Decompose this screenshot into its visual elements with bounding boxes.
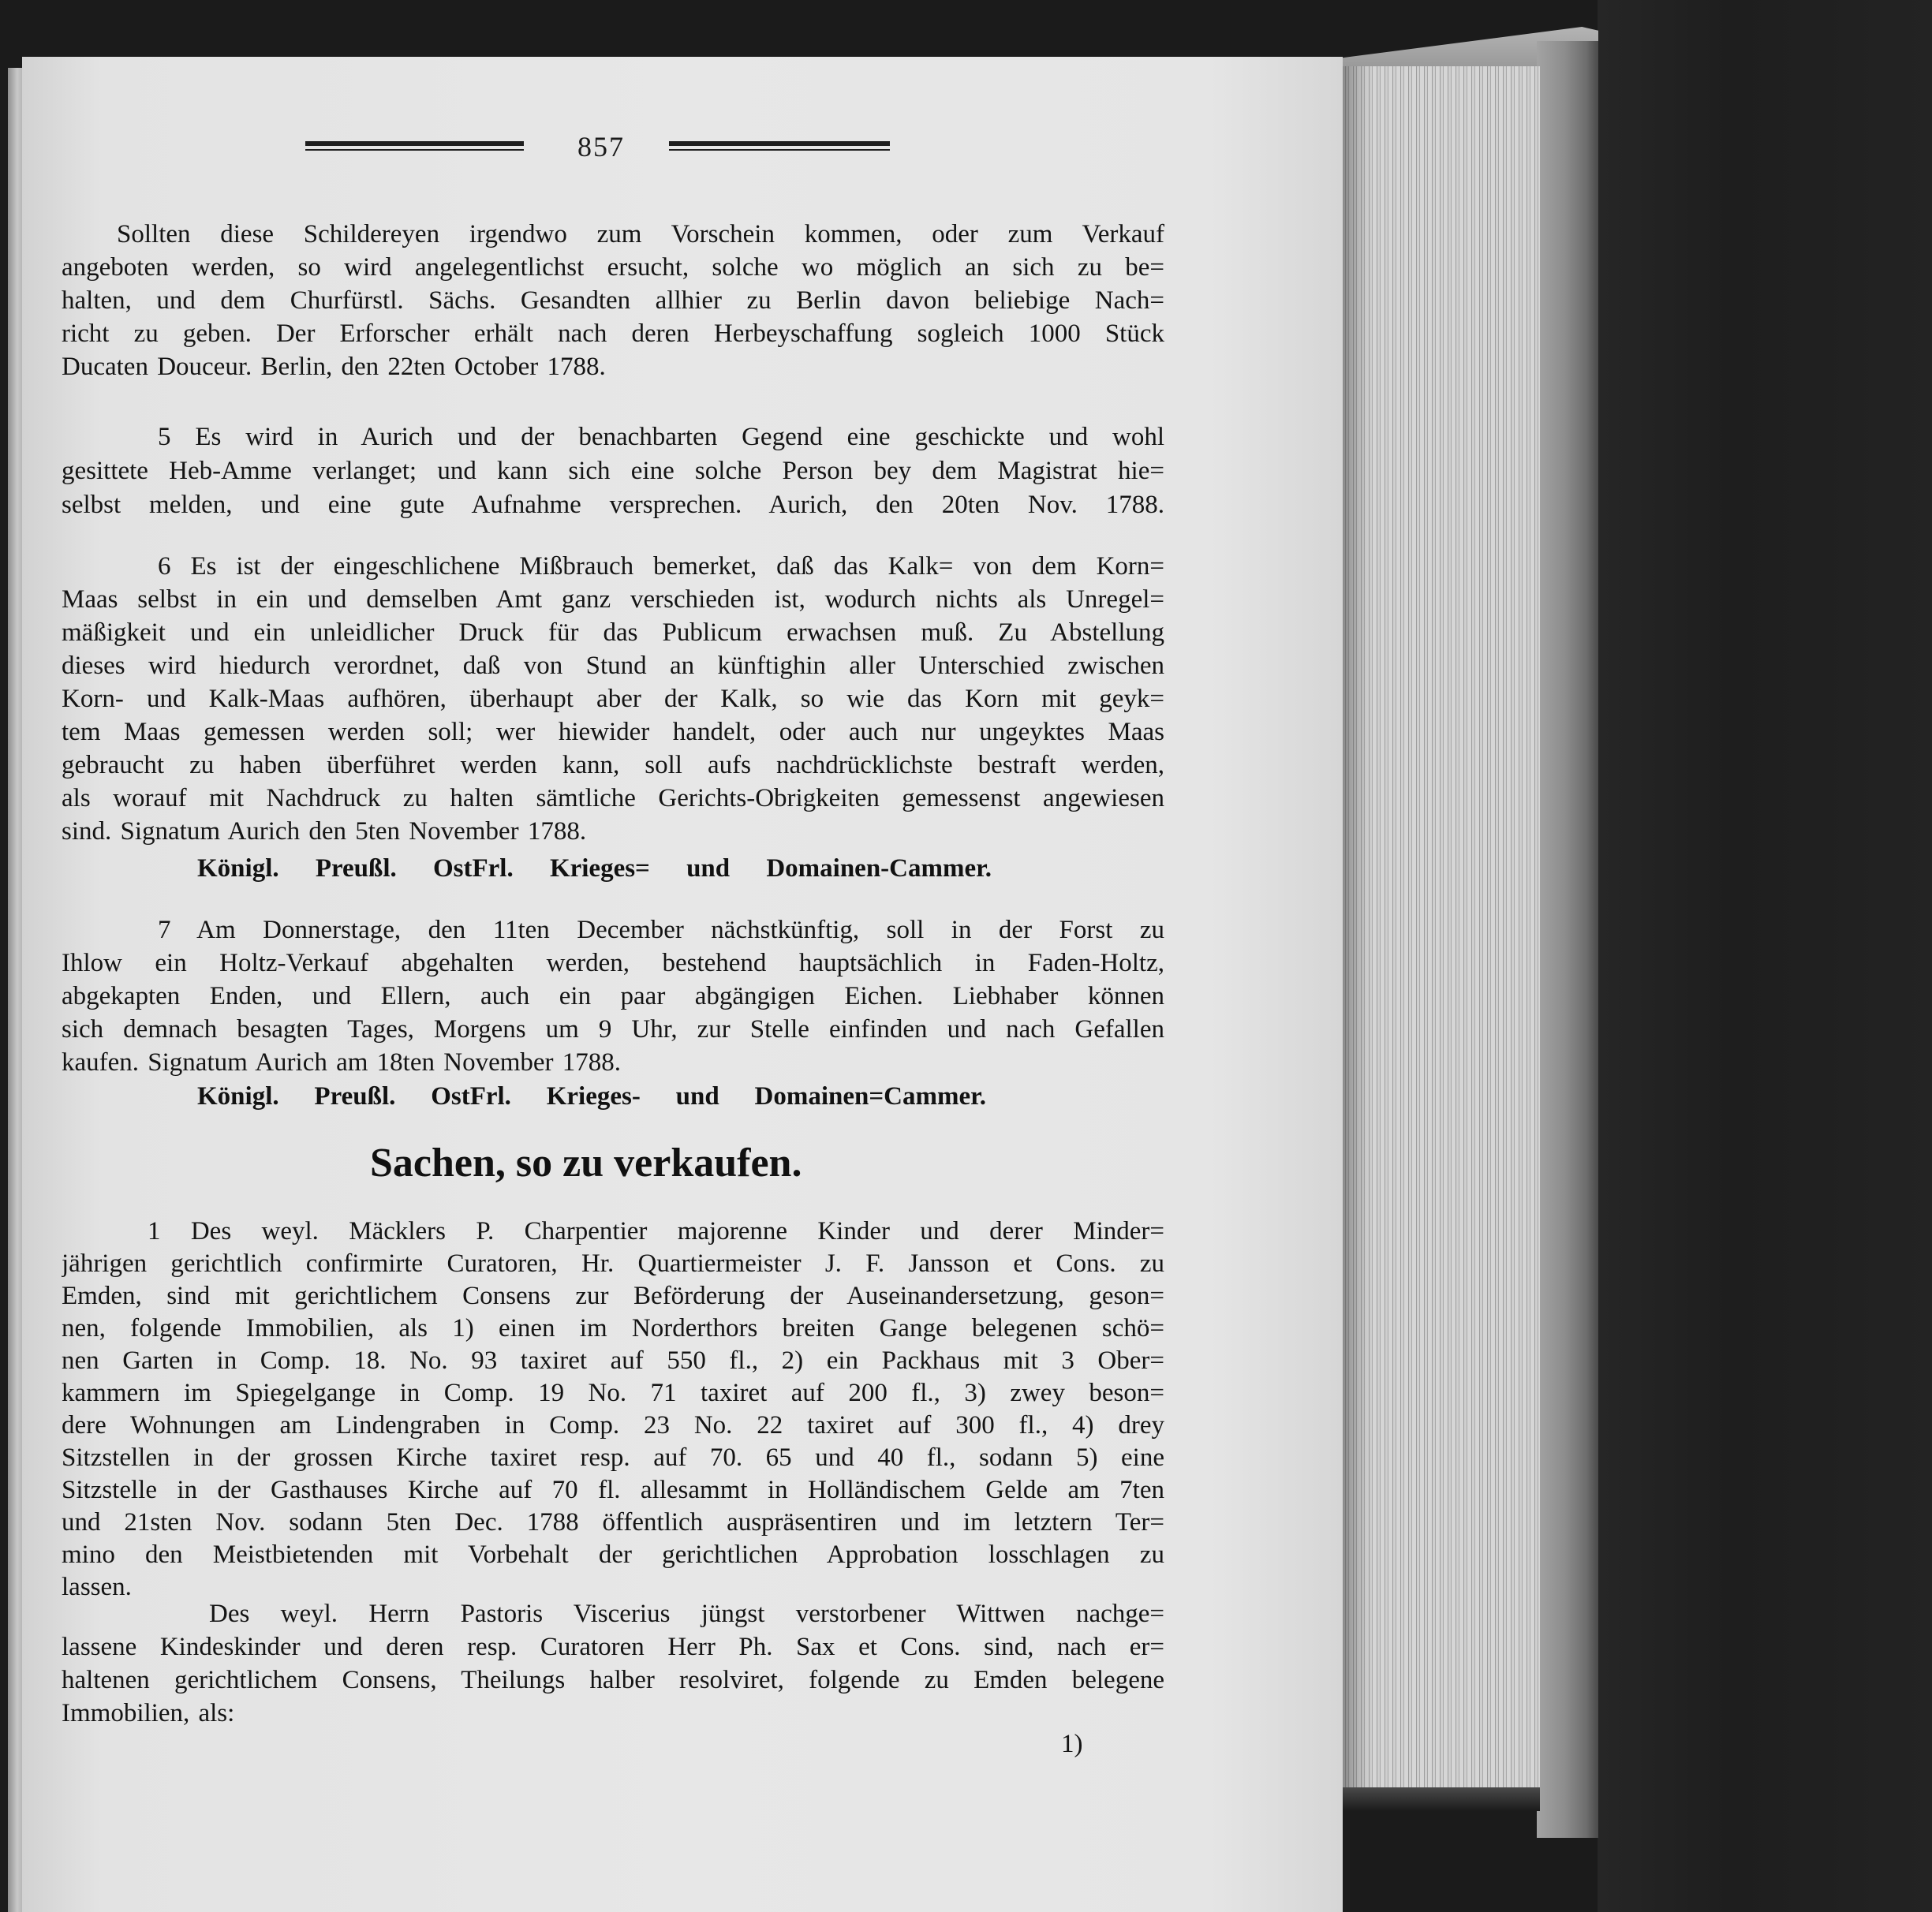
scan-background xyxy=(1598,0,1932,1912)
text-line: halten, und dem Churfürstl. Sächs. Gesandten allhier zu Berlin davon beliebige Nach= xyxy=(62,286,1164,315)
signature-line: Königl. Preußl. OstFrl. Krieges- und Domainen=Cammer. xyxy=(197,1082,986,1111)
text-line: abgekapten Enden, und Ellern, auch ein paar abgängigen Eichen. Liebhaber können xyxy=(62,982,1164,1010)
text-line: nen, folgende Immobilien, als 1) einen im Norderthors breiten Gange belegenen schö= xyxy=(62,1314,1164,1343)
text-line: als worauf mit Nachdruck zu halten sämtliche Gerichts-Obrigkeiten gemessenst angewiesen xyxy=(62,784,1164,812)
text-line: gebraucht zu haben überführet werden kann, soll aufs nachdrücklichste bestraft werden, xyxy=(62,751,1164,779)
fore-edge-shadow xyxy=(1341,1787,1540,1811)
facing-page-edge xyxy=(8,68,24,1912)
text-line: tem Maas gemessen werden soll; wer hiewider handelt, oder auch nur ungeyktes Maas xyxy=(62,718,1164,746)
text-line: kammern im Spiegelgange in Comp. 19 No. 71 taxiret auf 200 fl., 3) zwey beson= xyxy=(62,1379,1164,1407)
text-line: lassene Kindeskinder und deren resp. Curatoren Herr Ph. Sax et Cons. sind, nach er= xyxy=(62,1633,1164,1661)
text-line: gesittete Heb-Amme verlanget; und kann sich eine solche Person bey dem Magistrat hie= xyxy=(62,457,1164,485)
text-line: Korn- und Kalk-Maas aufhören, überhaupt aber der Kalk, so wie das Korn mit geyk= xyxy=(62,685,1164,713)
text-line: dere Wohnungen am Lindengraben in Comp. 23 No. 22 taxiret auf 300 fl., 4) drey xyxy=(62,1411,1164,1440)
text-line: selbst melden, und eine gute Aufnahme versprechen. Aurich, den 20ten Nov. 1788. xyxy=(62,491,1164,519)
signature-line: Königl. Preußl. OstFrl. Krieges= und Domainen-Cammer. xyxy=(197,854,992,883)
text-line: lassen. xyxy=(62,1573,132,1601)
text-line: nen Garten in Comp. 18. No. 93 taxiret auf 550 fl., 2) ein Packhaus mit 3 Ober= xyxy=(62,1346,1164,1375)
text-line: Maas selbst in ein und demselben Amt ganz verschieden ist, wodurch nichts als Unregel= xyxy=(62,585,1164,614)
text-line: Ihlow ein Holtz-Verkauf abgehalten werden, bestehend hauptsächlich in Faden-Holtz, xyxy=(62,949,1164,977)
book-cover-board xyxy=(1537,41,1598,1838)
notice-item-6 xyxy=(62,550,1164,848)
text-line: 5 Es wird in Aurich und der benachbarten Gegend eine geschickte und wohl xyxy=(158,423,1164,451)
text-line: kaufen. Signatum Aurich am 18ten November 1788. xyxy=(62,1048,622,1077)
notice-item-7 xyxy=(62,913,1164,1079)
text-line: Sitzstelle in der Gasthauses Kirche auf 70 fl. allesammt in Holländischem Gelde am 7ten xyxy=(62,1476,1164,1504)
text-line: 1 Des weyl. Mäcklers P. Charpentier majorenne Kinder und derer Minder= xyxy=(148,1217,1164,1245)
sale-item-2 xyxy=(62,1597,1164,1730)
header-rule-right xyxy=(669,141,890,151)
text-line: Immobilien, als: xyxy=(62,1699,235,1727)
text-line: angeboten werden, so wird angelegentlichst ersucht, solche wo möglich an sich zu be= xyxy=(62,253,1164,282)
text-line: 7 Am Donnerstage, den 11ten December nächstkünftig, soll in der Forst zu xyxy=(158,916,1164,944)
text-line: sind. Signatum Aurich den 5ten November 1788. xyxy=(62,817,587,846)
text-line: Des weyl. Herrn Pastoris Viscerius jüngst verstorbener Wittwen nachge= xyxy=(209,1600,1164,1628)
text-line: haltenen gerichtlichem Consens, Theilungs halber resolviret, folgende zu Emden belegene xyxy=(62,1666,1164,1694)
section-heading: Sachen, so zu verkaufen. xyxy=(370,1141,802,1186)
page-number: 857 xyxy=(577,131,625,162)
text-line: 6 Es ist der eingeschlichene Mißbrauch bemerket, daß das Kalk= von dem Korn= xyxy=(158,552,1164,581)
notice-item-5 xyxy=(62,420,1164,522)
text-line: Sollten diese Schildereyen irgendwo zum Vorschein kommen, oder zum Verkauf xyxy=(117,220,1164,248)
text-line: und 21sten Nov. sodann 5ten Dec. 1788 öffentlich auspräsentiren und im letztern Ter= xyxy=(62,1508,1164,1537)
text-line: mäßigkeit und ein unleidlicher Druck für das Publicum erwachsen muß. Zu Abstellung xyxy=(62,618,1164,647)
notice-continuation xyxy=(62,218,1164,383)
text-line: Emden, sind mit gerichtlichem Consens zur Beförderung der Auseinandersetzung, geson= xyxy=(62,1282,1164,1310)
sale-item-1 xyxy=(62,1216,1164,1604)
text-line: dieses wird hiedurch verordnet, daß von Stund an künftighin aller Unterschied zwischen xyxy=(62,652,1164,680)
catchword: 1) xyxy=(1061,1730,1083,1758)
text-line: jährigen gerichtlich confirmirte Curatoren, Hr. Quartiermeister J. F. Jansson et Cons. zu xyxy=(62,1249,1164,1278)
text-line: mino den Meistbietenden mit Vorbehalt der gerichtlichen Approbation losschlagen zu xyxy=(62,1540,1164,1569)
text-line: richt zu geben. Der Erforscher erhält nach deren Herbeyschaffung sogleich 1000 Stück xyxy=(62,319,1164,348)
header-rule-left xyxy=(305,141,524,151)
text-line: sich demnach besagten Tages, Morgens um 9 Uhr, zur Stelle einfinden und nach Gefallen xyxy=(62,1015,1164,1044)
text-line: Ducaten Douceur. Berlin, den 22ten October 1788. xyxy=(62,353,606,381)
text-line: Sitzstellen in der grossen Kirche taxiret resp. auf 70. 65 und 40 fl., sodann 5) eine xyxy=(62,1443,1164,1472)
page-fore-edge xyxy=(1341,66,1540,1787)
